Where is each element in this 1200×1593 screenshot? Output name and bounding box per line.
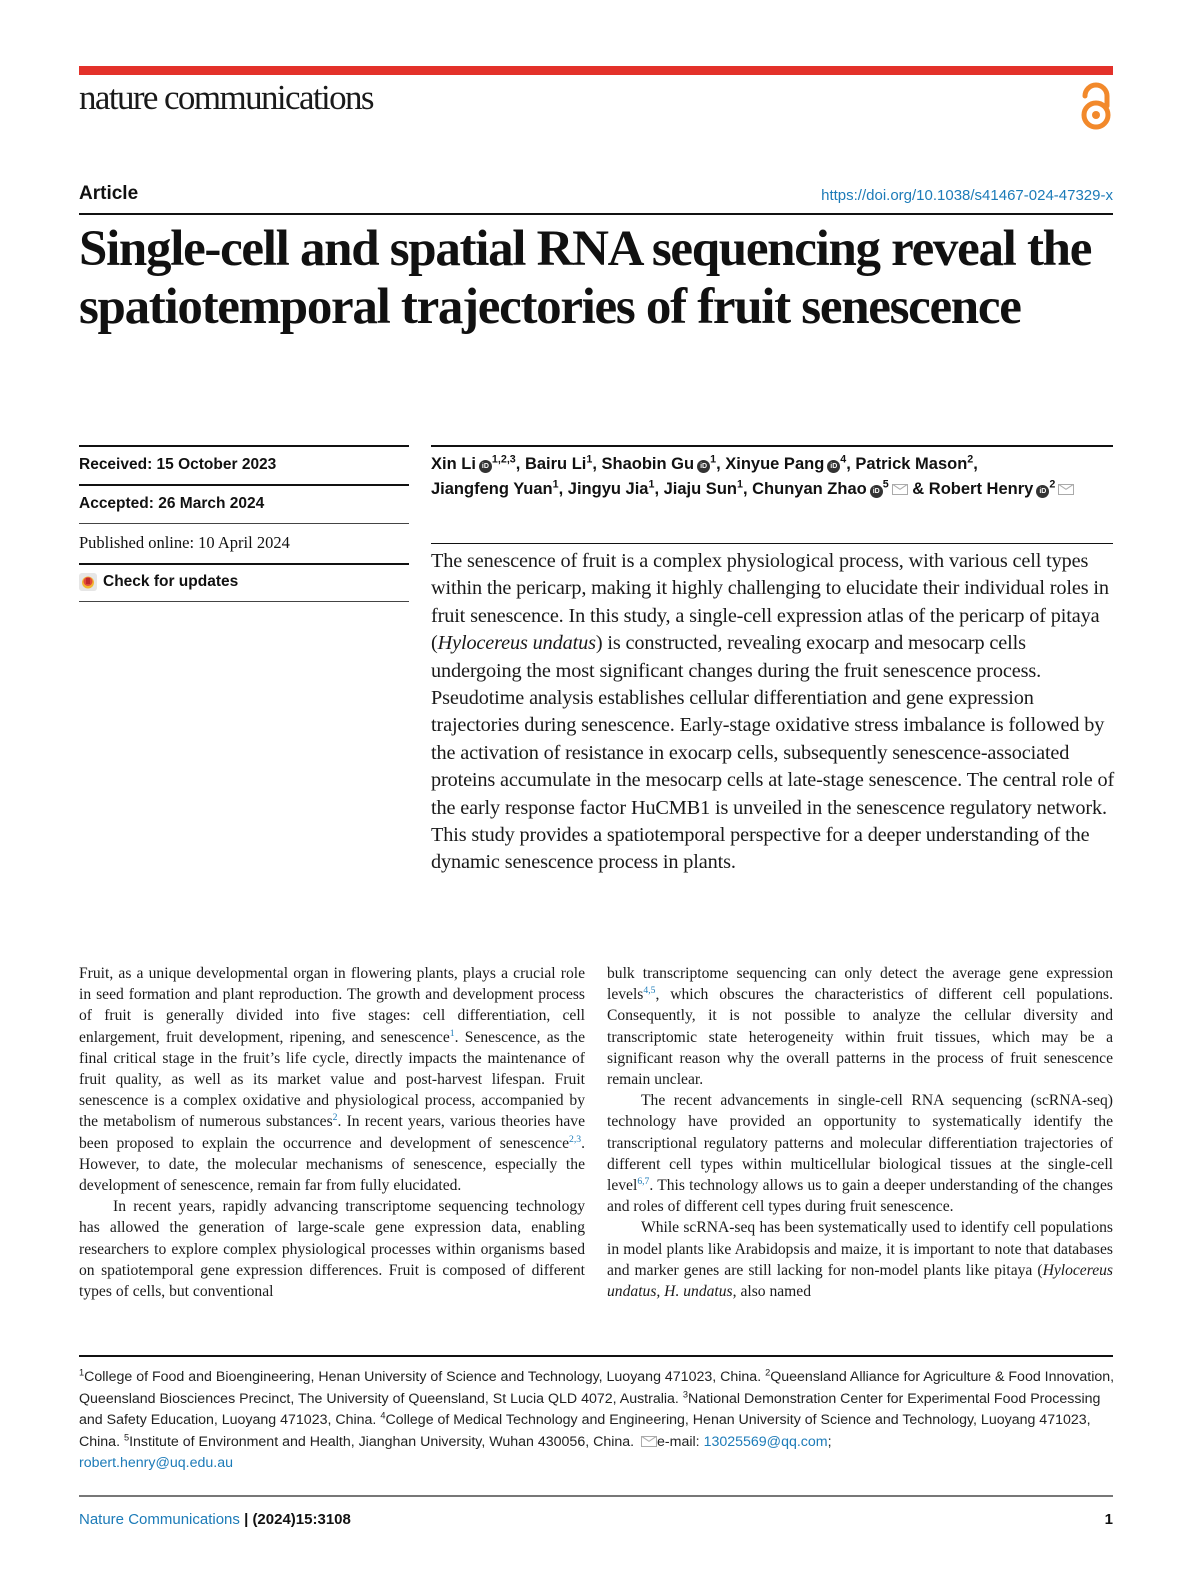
email-label: e-mail:	[657, 1433, 704, 1450]
aff-number: 3	[682, 1388, 688, 1399]
orcid-icon[interactable]: iD	[697, 460, 710, 473]
paragraph	[79, 963, 585, 1196]
affiliation: National Demonstration Center for Experimental Food Processing and Safety Education, Luoyang 471023, China.	[79, 1390, 1101, 1428]
text: . However, to date, the molecular mechanisms of senescence, especially the development of senescence, remain far from fully elucidated.	[79, 1134, 585, 1195]
author[interactable]	[525, 455, 592, 473]
text: , which obscures the characteristics of different cell populations. Consequently, it is not possible to analyze the cellular diversity and transcriptomic state heterogeneity within fruit tissues, which may be a significant reason why the overall patterns in the process of fruit senescence remain unclear.	[607, 986, 1113, 1089]
email-link[interactable]: 13025569@qq.com	[703, 1433, 828, 1450]
journal-accent-bar	[79, 66, 1113, 75]
species-name: Hylocereus undatus, H. undatus	[607, 1261, 1113, 1301]
title-divider	[79, 213, 1113, 215]
page-number: 1	[1104, 1511, 1113, 1528]
paragraph	[607, 1090, 1113, 1217]
text: While scRNA-seq has been systematically used to identify cell populations in model plants like Arabidopsis and maize, it is important to note that databases and marker genes are still lacking for non-model plants like pitaya (	[607, 1219, 1113, 1279]
author[interactable]	[431, 480, 559, 498]
text: Fruit, as a unique developmental organ in flowering plants, plays a crucial role in seed formation and plant reproduction. The growth and development process of fruit is generally divided into five stages: cell differentiation, cell enlargement, fruit development, ripening, and senescence	[79, 965, 585, 1046]
text: , also named	[732, 1283, 812, 1301]
separator: ;	[827, 1433, 832, 1450]
check-updates-label: Check for updates	[103, 573, 239, 590]
author[interactable]	[725, 455, 846, 473]
footer-divider	[79, 1495, 1113, 1497]
author-affiliation: 5	[882, 478, 889, 491]
author[interactable]	[602, 455, 717, 473]
footer-citation	[79, 1511, 351, 1528]
authors-divider	[431, 445, 1113, 447]
orcid-icon[interactable]: iD	[827, 460, 840, 473]
author-name: Xinyue Pang	[725, 455, 825, 473]
author-name: Jingyu Jia	[567, 480, 649, 498]
orcid-icon[interactable]: iD	[479, 460, 492, 473]
author-affiliation: 2	[967, 453, 974, 466]
text: The recent advancements in single-cell RNA sequencing (scRNA-seq) technology have provided an opportunity to systematically identify the transcriptional regulatory patterns and molecular differentiation trajectories of different cell types within multicellular biological tissues at the single-cell level	[607, 1092, 1113, 1195]
article-type-label: Article	[79, 183, 139, 204]
abstract	[431, 548, 1121, 877]
author-affiliation: 4	[840, 453, 847, 466]
footer-journal-link[interactable]: Nature Communications	[79, 1511, 240, 1528]
affiliations-divider	[79, 1355, 1113, 1357]
aff-number: 5	[123, 1431, 130, 1442]
affiliations	[79, 1367, 1119, 1475]
publication-dates	[79, 445, 409, 602]
abstract-text: ) is constructed, revealing exocarp and mesocarp cells undergoing the most significant changes during the fruit senescence process. Pseudotime analysis establishes cellular differentiation and gene expression trajectories during senescence. Early-stage oxidative stress imbalance is followed by the activation of resistance in exocarp cells, subsequently senescence-associated proteins accumulate in the mesocarp cells at late-stage senescence. The central role of the early response factor HuCMB1 is unveiled in the senescence regulatory network. This study provides a spatiotemporal perspective for a deeper understanding of the dynamic senescence process in plants.	[431, 632, 1115, 874]
author-name: Robert Henry	[928, 480, 1034, 498]
footer-volume: | (2024)15:3108	[239, 1511, 351, 1528]
abstract-divider	[431, 543, 1113, 544]
separator: ,	[558, 480, 568, 498]
author[interactable]	[431, 455, 516, 473]
author[interactable]	[929, 480, 1075, 498]
author-name: Chunyan Zhao	[752, 480, 867, 498]
author[interactable]	[568, 480, 655, 498]
paragraph	[607, 1217, 1113, 1302]
citation-link[interactable]: 4,5	[643, 985, 656, 997]
affiliation: Institute of Environment and Health, Jianghan University, Wuhan 430056, China.	[129, 1433, 639, 1450]
citation-link[interactable]: 1	[449, 1027, 455, 1039]
text: bulk transcriptome sequencing can only detect the average gene expression levels	[607, 965, 1113, 1004]
open-access-lock-icon	[1079, 78, 1113, 130]
check-updates-icon	[79, 573, 97, 591]
aff-number: 1	[79, 1367, 85, 1378]
author-affiliation: 1	[648, 478, 655, 491]
affiliation: Queensland Alliance for Agriculture & Food Innovation, Queensland Biosciences Precinct, The University of Queensland, St Lucia QLD 4072, Australia.	[79, 1369, 1115, 1407]
aff-number: 2	[765, 1367, 771, 1378]
author-name: Shaobin Gu	[601, 455, 695, 473]
separator: ,	[742, 480, 753, 498]
author-conjunction: &	[912, 480, 929, 498]
email-icon[interactable]	[1058, 484, 1074, 495]
divider	[79, 601, 409, 602]
accepted-date: Accepted: 26 March 2024	[79, 495, 265, 512]
author-name: Xin Li	[431, 455, 476, 473]
orcid-icon[interactable]: iD	[870, 485, 883, 498]
text: . This technology allows us to gain a deeper understanding of the changes and roles of different cell types during fruit senescence.	[607, 1177, 1113, 1216]
separator: ,	[846, 455, 856, 473]
orcid-icon[interactable]: iD	[1036, 485, 1049, 498]
email-icon[interactable]	[892, 484, 908, 495]
author-affiliation: 1	[586, 453, 593, 466]
author-name: Jiaju Sun	[663, 480, 737, 498]
citation-link[interactable]: 2,3	[569, 1133, 582, 1145]
separator: ,	[592, 455, 602, 473]
author[interactable]	[855, 455, 973, 473]
paragraph	[607, 963, 1113, 1090]
email-link[interactable]: robert.henry@uq.edu.au	[79, 1455, 234, 1471]
author-affiliation: 2	[1049, 478, 1056, 491]
separator: ,	[716, 455, 726, 473]
email-icon	[641, 1436, 657, 1447]
check-for-updates-button[interactable]	[79, 565, 409, 601]
author-affiliation: 1	[552, 478, 559, 491]
abstract-text: The senescence of fruit is a complex physiological process, with various cell types within the pericarp, making it highly challenging to elucidate their individual roles in fruit senescence. In this study, a single-cell expression atlas of the pericarp of pitaya (	[431, 550, 1109, 655]
paragraph: In recent years, rapidly advancing transcriptome sequencing technology has allowed the generation of large-scale gene expression data, enabling researchers to explore complex physiological processes within organisms based on spatiotemporal gene expression differences. Fruit is composed of different types of cells, but conventional	[79, 1198, 585, 1301]
author[interactable]	[752, 480, 908, 498]
affiliation: College of Medical Technology and Engineering, Henan University of Science and Technology, Luoyang 471023, China.	[79, 1412, 1091, 1450]
citation-link[interactable]: 2	[332, 1112, 338, 1124]
article-title: Single-cell and spatial RNA sequencing reveal the spatiotemporal trajectories of fruit senescence	[79, 221, 1092, 335]
separator: ,	[973, 455, 978, 473]
published-date: Published online: 10 April 2024	[79, 533, 290, 552]
author-name: Bairu Li	[524, 455, 587, 473]
body-column-left	[79, 963, 585, 1302]
author[interactable]	[664, 480, 743, 498]
author-name: Jiangfeng Yuan	[431, 480, 553, 498]
aff-number: 4	[380, 1410, 386, 1421]
author-affiliation: 1,2,3	[491, 453, 516, 466]
doi-link[interactable]: https://doi.org/10.1038/s41467-024-47329-x	[821, 187, 1113, 204]
author-affiliation: 1	[710, 453, 717, 466]
citation-link[interactable]: 6,7	[637, 1175, 650, 1187]
text: . In recent years, various theories have been proposed to explain the occurrence and development of senescence	[79, 1113, 585, 1152]
journal-name: nature communications	[79, 78, 373, 117]
species-name: Hylocereus undatus	[437, 632, 596, 655]
author-list	[431, 452, 1131, 502]
author-name: Patrick Mason	[855, 455, 968, 473]
separator: ,	[515, 455, 525, 473]
affiliation: College of Food and Bioengineering, Henan University of Science and Technology, Luoyang 471023, China.	[84, 1369, 766, 1385]
separator: ,	[654, 480, 664, 498]
text: . Senescence, as the final critical stage in the fruit’s life cycle, directly impacts the maintenance of fruit quality, as well as its market value and post-harvest lifespan. Fruit senescence is a complex oxidative and physiological process, accompanied by the metabolism of numerous substances	[79, 1028, 585, 1131]
body-column-right	[607, 963, 1113, 1302]
author-affiliation: 1	[736, 478, 743, 491]
received-date: Received: 15 October 2023	[79, 456, 277, 473]
